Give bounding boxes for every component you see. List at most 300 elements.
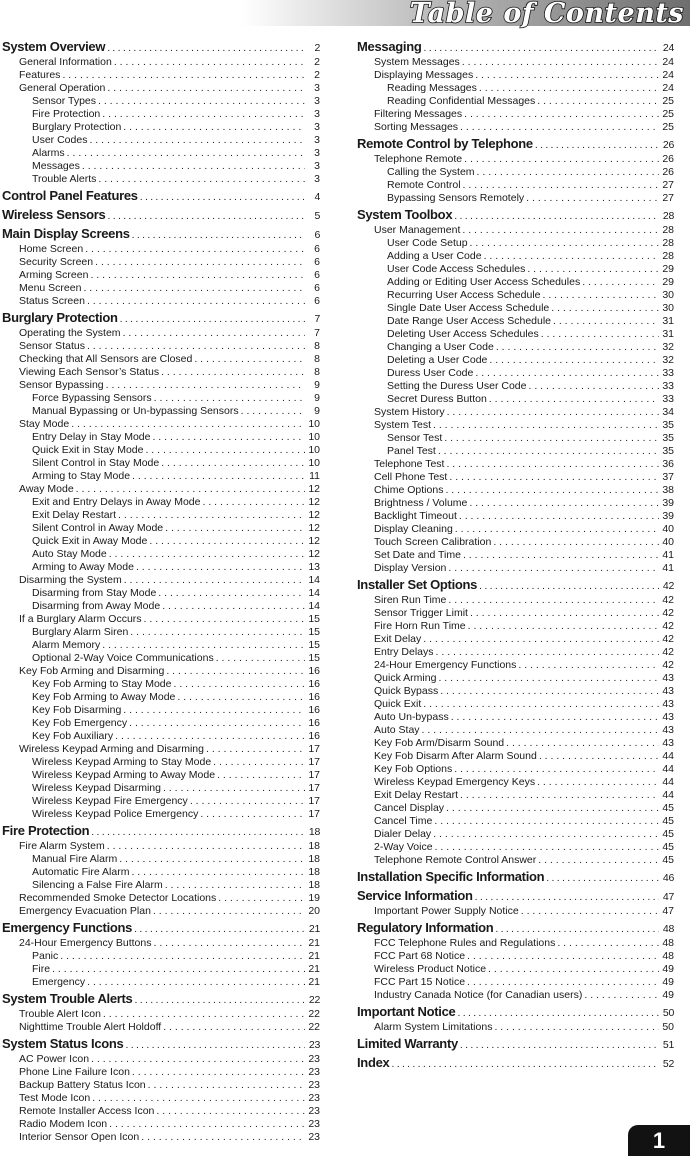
toc-entry-label: Key Fob Disarm After Alarm Sound <box>374 750 537 762</box>
toc-entry-label: System Messages <box>374 56 460 68</box>
toc-entry-label: FCC Part 15 Notice <box>374 976 466 988</box>
toc-section-entry <box>357 37 674 56</box>
toc-dot-leader <box>494 1021 659 1034</box>
toc-subsection-entry <box>2 795 320 808</box>
toc-subsection-entry <box>2 1092 320 1105</box>
toc-section-entry <box>357 205 674 224</box>
toc-entry-label: Arming Screen <box>19 269 89 281</box>
toc-entry-label: Interior Sensor Open Icon <box>19 1131 140 1143</box>
toc-subsection-entry <box>357 854 674 867</box>
toc-entry-label: Silencing a False Fire Alarm <box>32 879 163 891</box>
toc-section-entry <box>357 867 674 886</box>
toc-subsection-entry <box>357 976 674 989</box>
toc-subsection-entry <box>357 672 674 685</box>
toc-entry-label: Arming to Stay Mode <box>32 470 131 482</box>
toc-entry-label: Quick Bypass <box>374 685 439 697</box>
toc-dot-leader <box>213 756 305 769</box>
toc-subsection-entry <box>357 711 674 724</box>
toc-entry-label: Date Range User Access Schedule <box>387 315 552 327</box>
toc-dot-leader <box>537 776 659 789</box>
toc-subsection-entry <box>2 121 320 134</box>
toc-entry-label: Key Fob Arming to Away Mode <box>32 691 176 703</box>
toc-entry-page: 26 <box>662 139 674 151</box>
toc-dot-leader <box>422 724 659 737</box>
toc-subsection-entry <box>2 1066 320 1079</box>
toc-subsection-entry <box>357 406 674 419</box>
toc-entry-page: 15 <box>308 613 320 625</box>
toc-subsection-entry <box>2 756 320 769</box>
toc-entry-label: Quick Exit in Away Mode <box>32 535 148 547</box>
toc-dot-leader <box>90 269 305 282</box>
toc-entry-label: Alarm System Limitations <box>374 1021 493 1033</box>
toc-entry-label: Sensor Bypassing <box>19 379 104 391</box>
toc-dot-leader <box>584 989 659 1002</box>
toc-subsection-entry <box>2 269 320 282</box>
toc-subsection-entry <box>357 802 674 815</box>
toc-entry-label: Disarming the System <box>19 574 122 586</box>
toc-dot-leader <box>464 153 659 166</box>
toc-subsection-entry <box>357 607 674 620</box>
toc-subsection-entry <box>2 160 320 173</box>
toc-subsection-entry <box>357 484 674 497</box>
toc-entry-page: 12 <box>308 496 320 508</box>
toc-subsection-entry <box>357 789 674 802</box>
toc-dot-leader <box>451 711 659 724</box>
toc-dot-leader <box>526 192 659 205</box>
toc-entry-label: Burglary Alarm Siren <box>32 626 129 638</box>
toc-entry-label: Displaying Messages <box>374 69 474 81</box>
toc-entry-page: 10 <box>308 444 320 456</box>
toc-entry-label: Exit Delay Restart <box>32 509 117 521</box>
toc-entry-label: Remote Installer Access Icon <box>19 1105 155 1117</box>
toc-dot-leader <box>87 295 305 308</box>
toc-entry-label: Calling the System <box>387 166 475 178</box>
toc-entry-label: AC Power Icon <box>19 1053 90 1065</box>
toc-entry-page: 29 <box>662 276 674 288</box>
toc-dot-leader <box>140 188 305 207</box>
toc-entry-label: Index <box>357 1055 390 1070</box>
toc-entry-label: Key Fob Disarming <box>32 704 122 716</box>
toc-dot-leader <box>460 1036 659 1055</box>
toc-entry-label: Display Version <box>374 562 447 574</box>
toc-entry-page: 12 <box>308 509 320 521</box>
toc-subsection-entry <box>2 366 320 379</box>
toc-subsection-entry <box>357 458 674 471</box>
toc-dot-leader <box>152 431 305 444</box>
toc-subsection-entry <box>2 808 320 821</box>
toc-entry-page: 45 <box>662 815 674 827</box>
toc-dot-leader <box>89 134 305 147</box>
toc-entry-label: Wireless Keypad Arming and Disarming <box>19 743 204 755</box>
toc-subsection-entry <box>357 289 674 302</box>
toc-entry-page: 16 <box>308 678 320 690</box>
toc-subsection-entry <box>2 963 320 976</box>
toc-entry-label: Sensor Test <box>387 432 443 444</box>
toc-entry-page: 25 <box>662 95 674 107</box>
toc-entry-page: 43 <box>662 724 674 736</box>
toc-entry-label: Key Fob Options <box>374 763 453 775</box>
toc-entry-label: Optional 2-Way Voice Communications <box>32 652 214 664</box>
toc-dot-leader <box>582 276 659 289</box>
toc-entry-page: 17 <box>308 769 320 781</box>
toc-dot-leader <box>518 659 659 672</box>
toc-entry-label: Auto Stay Mode <box>32 548 107 560</box>
toc-subsection-entry <box>2 496 320 509</box>
toc-entry-page: 6 <box>314 282 320 294</box>
toc-entry-label: Sorting Messages <box>374 121 459 133</box>
toc-subsection-entry <box>2 509 320 522</box>
toc-entry-page: 23 <box>308 1079 320 1091</box>
toc-entry-page: 18 <box>308 866 320 878</box>
toc-subsection-entry <box>357 698 674 711</box>
toc-subsection-entry <box>2 535 320 548</box>
toc-entry-label: System Overview <box>2 39 106 54</box>
toc-entry-label: Recurring User Access Schedule <box>387 289 541 301</box>
toc-entry-page: 41 <box>662 562 674 574</box>
toc-entry-label: Alarm Memory <box>32 639 101 651</box>
toc-dot-leader <box>551 302 659 315</box>
toc-dot-leader <box>83 282 305 295</box>
toc-dot-leader <box>136 561 305 574</box>
toc-subsection-entry <box>357 937 674 950</box>
toc-entry-page: 12 <box>308 522 320 534</box>
toc-dot-leader <box>102 639 305 652</box>
toc-dot-leader <box>557 937 659 950</box>
toc-section-entry <box>2 37 320 56</box>
toc-entry-label: Reading Messages <box>387 82 477 94</box>
toc-dot-leader <box>123 121 305 134</box>
toc-dot-leader <box>103 1008 305 1021</box>
toc-entry-page: 13 <box>308 561 320 573</box>
toc-entry-page: 16 <box>308 704 320 716</box>
toc-entry-label: Exit Delay <box>374 633 422 645</box>
toc-entry-page: 15 <box>308 626 320 638</box>
toc-entry-page: 43 <box>662 685 674 697</box>
toc-dot-leader <box>218 892 305 905</box>
toc-dot-leader <box>165 522 305 535</box>
toc-entry-label: Security Screen <box>19 256 94 268</box>
toc-entry-page: 10 <box>308 418 320 430</box>
toc-entry-label: Remote Control by Telephone <box>357 136 533 151</box>
toc-entry-page: 17 <box>308 756 320 768</box>
toc-dot-leader <box>98 95 305 108</box>
toc-subsection-entry <box>357 445 674 458</box>
toc-dot-leader <box>470 237 659 250</box>
toc-entry-page: 2 <box>314 42 320 54</box>
toc-entry-label: Setting the Duress User Code <box>387 380 527 392</box>
toc-entry-page: 23 <box>308 1118 320 1130</box>
toc-subsection-entry <box>357 121 674 134</box>
toc-entry-page: 42 <box>662 580 674 592</box>
toc-subsection-entry <box>357 263 674 276</box>
toc-entry-page: 14 <box>308 587 320 599</box>
toc-dot-leader <box>434 815 659 828</box>
toc-entry-page: 24 <box>662 42 674 54</box>
toc-dot-leader <box>132 1066 305 1079</box>
toc-dot-leader <box>95 256 305 269</box>
toc-subsection-entry <box>357 633 674 646</box>
toc-entry-label: Wireless Keypad Disarming <box>32 782 161 794</box>
toc-entry-label: Key Fob Arm/Disarm Sound <box>374 737 505 749</box>
toc-dot-leader <box>446 458 659 471</box>
toc-entry-label: Wireless Keypad Arming to Stay Mode <box>32 756 212 768</box>
toc-subsection-entry <box>357 750 674 763</box>
toc-entry-label: If a Burglary Alarm Occurs <box>19 613 142 625</box>
toc-section-entry <box>357 575 674 594</box>
toc-subsection-entry <box>2 56 320 69</box>
toc-entry-page: 15 <box>308 652 320 664</box>
toc-dot-leader <box>158 587 305 600</box>
toc-dot-leader <box>538 854 659 867</box>
toc-entry-page: 22 <box>308 1021 320 1033</box>
toc-column-right <box>357 37 674 1072</box>
toc-subsection-entry <box>357 237 674 250</box>
toc-subsection-entry <box>2 905 320 918</box>
toc-entry-page: 3 <box>314 82 320 94</box>
toc-entry-label: Manual Bypassing or Un-bypassing Sensors <box>32 405 239 417</box>
toc-entry-page: 6 <box>314 295 320 307</box>
toc-entry-label: Away Mode <box>19 483 74 495</box>
toc-subsection-entry <box>2 340 320 353</box>
toc-entry-label: Key Fob Emergency <box>32 717 128 729</box>
toc-dot-leader <box>543 289 660 302</box>
toc-entry-label: Alarms <box>32 147 65 159</box>
toc-entry-label: Cell Phone Test <box>374 471 448 483</box>
toc-dot-leader <box>216 652 305 665</box>
toc-subsection-entry <box>357 328 674 341</box>
toc-dot-leader <box>391 1055 659 1074</box>
toc-subsection-entry <box>2 353 320 366</box>
toc-entry-label: Reading Confidential Messages <box>387 95 536 107</box>
toc-entry-page: 41 <box>662 549 674 561</box>
toc-entry-label: Burglary Protection <box>2 310 118 325</box>
toc-subsection-entry <box>2 730 320 743</box>
toc-subsection-entry <box>2 418 320 431</box>
toc-dot-leader <box>444 432 659 445</box>
toc-entry-page: 22 <box>308 994 320 1006</box>
toc-subsection-entry <box>2 457 320 470</box>
toc-dot-leader <box>435 841 659 854</box>
toc-entry-page: 21 <box>308 923 320 935</box>
toc-dot-leader <box>60 950 305 963</box>
toc-entry-label: Silent Control in Stay Mode <box>32 457 160 469</box>
toc-entry-page: 24 <box>662 56 674 68</box>
toc-subsection-entry <box>357 250 674 263</box>
toc-dot-leader <box>161 457 305 470</box>
toc-dot-leader <box>62 69 305 82</box>
toc-subsection-entry <box>2 561 320 574</box>
toc-dot-leader <box>130 626 305 639</box>
toc-entry-label: Fire Protection <box>32 108 101 120</box>
toc-entry-page: 18 <box>308 840 320 852</box>
toc-subsection-entry <box>357 302 674 315</box>
toc-entry-page: 51 <box>662 1039 674 1051</box>
toc-entry-label: Brightness / Volume <box>374 497 468 509</box>
toc-dot-leader <box>463 549 659 562</box>
toc-entry-label: Wireless Keypad Police Emergency <box>32 808 199 820</box>
toc-entry-label: Bypassing Sensors Remotely <box>387 192 525 204</box>
toc-dot-leader <box>162 600 305 613</box>
toc-dot-leader <box>449 471 659 484</box>
toc-entry-label: Industry Canada Notice (for Canadian users) <box>374 989 583 1001</box>
toc-dot-leader <box>132 470 305 483</box>
toc-subsection-entry <box>2 717 320 730</box>
toc-entry-page: 31 <box>662 315 674 327</box>
toc-dot-leader <box>119 853 305 866</box>
toc-entry-label: FCC Telephone Rules and Regulations <box>374 937 556 949</box>
toc-subsection-entry <box>357 963 674 976</box>
toc-entry-page: 45 <box>662 828 674 840</box>
toc-entry-label: Key Fob Auxiliary <box>32 730 114 742</box>
toc-entry-page: 23 <box>308 1105 320 1117</box>
toc-subsection-entry <box>2 548 320 561</box>
toc-subsection-entry <box>2 840 320 853</box>
toc-subsection-entry <box>357 737 674 750</box>
toc-subsection-entry <box>2 853 320 866</box>
toc-dot-leader <box>67 147 305 160</box>
toc-subsection-entry <box>2 1118 320 1131</box>
toc-subsection-entry <box>357 497 674 510</box>
toc-dot-leader <box>107 207 305 226</box>
toc-section-entry <box>357 134 674 153</box>
toc-entry-label: Duress User Code <box>387 367 474 379</box>
toc-dot-leader <box>527 263 659 276</box>
toc-dot-leader <box>460 121 659 134</box>
toc-entry-label: Deleting User Access Schedules <box>387 328 539 340</box>
toc-subsection-entry <box>2 173 320 186</box>
toc-entry-label: Secret Duress Button <box>387 393 487 405</box>
toc-dot-leader <box>141 1131 305 1144</box>
toc-dot-leader <box>460 789 659 802</box>
toc-subsection-entry <box>2 769 320 782</box>
toc-dot-leader <box>177 691 305 704</box>
toc-subsection-entry <box>357 419 674 432</box>
toc-dot-leader <box>87 976 305 989</box>
toc-entry-page: 38 <box>662 484 674 496</box>
toc-entry-label: Installation Specific Information <box>357 869 545 884</box>
toc-entry-page: 47 <box>662 891 674 903</box>
toc-entry-label: Checking that All Sensors are Closed <box>19 353 193 365</box>
toc-dot-leader <box>467 976 659 989</box>
title-banner <box>0 0 690 29</box>
toc-entry-page: 42 <box>662 659 674 671</box>
toc-dot-leader <box>423 633 659 646</box>
toc-entry-label: System Status Icons <box>2 1036 124 1051</box>
toc-entry-page: 9 <box>314 392 320 404</box>
toc-entry-label: Quick Arming <box>374 672 437 684</box>
toc-entry-page: 27 <box>662 192 674 204</box>
toc-dot-leader <box>438 672 659 685</box>
toc-entry-page: 16 <box>308 691 320 703</box>
toc-subsection-entry <box>357 315 674 328</box>
toc-entry-page: 45 <box>662 841 674 853</box>
toc-entry-label: Filtering Messages <box>374 108 463 120</box>
toc-entry-page: 35 <box>662 445 674 457</box>
toc-entry-page: 21 <box>308 937 320 949</box>
toc-dot-leader <box>98 173 305 186</box>
toc-entry-page: 22 <box>308 1008 320 1020</box>
toc-entry-page: 6 <box>314 256 320 268</box>
toc-section-entry <box>2 308 320 327</box>
toc-entry-label: Fire Alarm System <box>19 840 105 852</box>
toc-subsection-entry <box>357 179 674 192</box>
toc-dot-leader <box>241 405 305 418</box>
toc-subsection-entry <box>357 69 674 82</box>
toc-entry-page: 33 <box>662 380 674 392</box>
toc-entry-page: 17 <box>308 808 320 820</box>
toc-entry-label: Sensor Types <box>32 95 97 107</box>
toc-dot-leader <box>107 82 305 95</box>
page-title: Table of Contents <box>409 0 684 29</box>
toc-entry-label: Auto Stay <box>374 724 420 736</box>
toc-entry-page: 42 <box>662 607 674 619</box>
toc-section-entry <box>357 1034 674 1053</box>
toc-entry-label: Exit Delay Restart <box>374 789 459 801</box>
toc-entry-label: Emergency Functions <box>2 920 133 935</box>
toc-subsection-entry <box>357 685 674 698</box>
toc-entry-label: FCC Part 68 Notice <box>374 950 466 962</box>
toc-entry-label: Panic <box>32 950 59 962</box>
toc-subsection-entry <box>2 743 320 756</box>
toc-entry-page: 18 <box>308 853 320 865</box>
toc-dot-leader <box>455 523 659 536</box>
toc-dot-leader <box>206 743 305 756</box>
toc-dot-leader <box>470 607 659 620</box>
toc-entry-page: 37 <box>662 471 674 483</box>
toc-entry-label: Trouble Alert Icon <box>19 1008 101 1020</box>
toc-entry-label: Display Cleaning <box>374 523 453 535</box>
toc-dot-leader <box>217 769 305 782</box>
toc-entry-page: 39 <box>662 497 674 509</box>
toc-subsection-entry <box>357 1021 674 1034</box>
toc-subsection-entry <box>2 444 320 457</box>
toc-dot-leader <box>149 535 305 548</box>
toc-dot-leader <box>82 160 305 173</box>
toc-entry-page: 3 <box>314 160 320 172</box>
toc-subsection-entry <box>2 704 320 717</box>
toc-entry-label: Fire Protection <box>2 823 90 838</box>
toc-entry-label: Test Mode Icon <box>19 1092 91 1104</box>
toc-subsection-entry <box>357 108 674 121</box>
toc-dot-leader <box>541 328 659 341</box>
toc-entry-page: 43 <box>662 711 674 723</box>
toc-dot-leader <box>102 108 305 121</box>
toc-entry-page: 21 <box>308 976 320 988</box>
toc-dot-leader <box>85 243 305 256</box>
toc-entry-label: User Code Setup <box>387 237 468 249</box>
toc-dot-leader <box>76 483 305 496</box>
toc-entry-label: Disarming from Stay Mode <box>32 587 157 599</box>
toc-entry-label: 24-Hour Emergency Functions <box>374 659 517 671</box>
toc-section-entry <box>2 205 320 224</box>
toc-subsection-entry <box>2 626 320 639</box>
toc-section-entry <box>357 1053 674 1072</box>
toc-entry-page: 16 <box>308 665 320 677</box>
toc-entry-page: 30 <box>662 302 674 314</box>
toc-entry-label: Installer Set Options <box>357 577 478 592</box>
toc-dot-leader <box>469 497 659 510</box>
toc-section-entry <box>2 1034 320 1053</box>
toc-dot-leader <box>454 763 659 776</box>
toc-entry-page: 27 <box>662 179 674 191</box>
toc-subsection-entry <box>357 950 674 963</box>
toc-entry-label: Quick Exit <box>374 698 422 710</box>
toc-dot-leader <box>194 353 305 366</box>
toc-subsection-entry <box>2 1021 320 1034</box>
toc-subsection-entry <box>2 95 320 108</box>
toc-subsection-entry <box>357 393 674 406</box>
toc-dot-leader <box>124 574 305 587</box>
